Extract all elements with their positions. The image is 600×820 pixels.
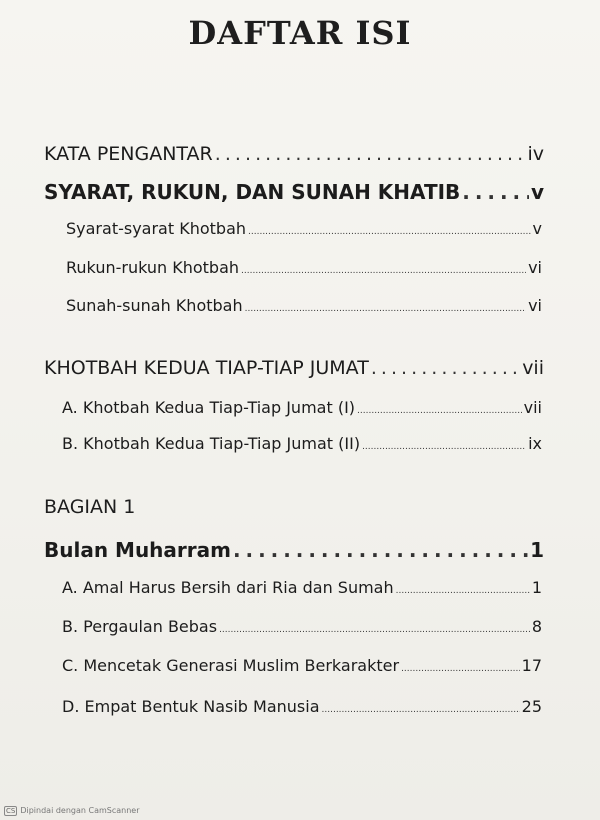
toc-entry[interactable] bbox=[44, 180, 544, 204]
toc-entry-page: 1 bbox=[530, 538, 544, 562]
dot-leader bbox=[362, 434, 526, 453]
toc-entry-label: B. Pergaulan Bebas bbox=[62, 617, 218, 636]
toc-entry-page: 17 bbox=[521, 656, 542, 675]
toc-entry-label: C. Mencetak Generasi Muslim Berkarakter bbox=[62, 656, 400, 675]
dot-leader bbox=[241, 258, 526, 277]
toc-entry-page: iv bbox=[527, 143, 544, 165]
section-heading: BAGIAN 1 bbox=[44, 496, 136, 518]
toc-entry[interactable] bbox=[44, 538, 544, 562]
toc-entry-page: v bbox=[530, 180, 544, 204]
toc-entry-page: 1 bbox=[531, 578, 542, 597]
toc-entry[interactable] bbox=[66, 258, 542, 277]
toc-entry-label: A. Khotbah Kedua Tiap-Tiap Jumat (I) bbox=[62, 398, 356, 417]
toc-entry-label: KATA PENGANTAR bbox=[44, 143, 213, 165]
toc-entry-page: v bbox=[532, 219, 542, 238]
toc-entry[interactable] bbox=[44, 143, 544, 165]
dot-leader bbox=[322, 697, 520, 716]
dot-leader bbox=[371, 357, 520, 379]
toc-entry-page: vii bbox=[523, 398, 542, 417]
toc-entry[interactable] bbox=[62, 398, 542, 417]
dot-leader bbox=[233, 538, 528, 562]
scanner-watermark bbox=[4, 806, 140, 816]
page-title: DAFTAR ISI bbox=[188, 14, 412, 52]
toc-entry[interactable] bbox=[66, 219, 542, 238]
toc-entry-label: Rukun-rukun Khotbah bbox=[66, 258, 240, 277]
toc-entry-page: 25 bbox=[521, 697, 542, 716]
toc-entry[interactable] bbox=[62, 617, 542, 636]
toc-entry-page: 8 bbox=[531, 617, 542, 636]
camscanner-icon: CS bbox=[6, 807, 16, 815]
dot-leader bbox=[462, 180, 529, 204]
toc-entry[interactable] bbox=[62, 578, 542, 597]
dot-leader bbox=[219, 617, 530, 636]
toc-entry-page: vii bbox=[522, 357, 544, 379]
dot-leader bbox=[215, 143, 526, 165]
scanner-watermark-text: Dipindai dengan CamScanner bbox=[20, 806, 140, 815]
toc-entry-label: Sunah-sunah Khotbah bbox=[66, 296, 243, 315]
toc-entry-page: vi bbox=[528, 296, 542, 315]
toc-entry-label: Bulan Muharram bbox=[44, 538, 231, 562]
toc-entry[interactable] bbox=[66, 296, 542, 315]
toc-entry-page: vi bbox=[528, 258, 542, 277]
toc-entry-label: A. Amal Harus Bersih dari Ria dan Sumah bbox=[62, 578, 394, 597]
dot-leader bbox=[245, 296, 526, 315]
toc-entry-label: D. Empat Bentuk Nasib Manusia bbox=[62, 697, 320, 716]
dot-leader bbox=[396, 578, 530, 597]
dot-leader bbox=[357, 398, 522, 417]
toc-entry-label: B. Khotbah Kedua Tiap-Tiap Jumat (II) bbox=[62, 434, 361, 453]
toc-entry[interactable] bbox=[44, 357, 544, 379]
dot-leader bbox=[401, 656, 520, 675]
toc-entry-label: Syarat-syarat Khotbah bbox=[66, 219, 247, 238]
dot-leader bbox=[248, 219, 531, 238]
toc-entry-label: KHOTBAH KEDUA TIAP-TIAP JUMAT bbox=[44, 357, 369, 379]
toc-entry[interactable] bbox=[62, 656, 542, 675]
toc-entry-label: SYARAT, RUKUN, DAN SUNAH KHATIB bbox=[44, 180, 461, 204]
toc-entry[interactable] bbox=[62, 434, 542, 453]
toc-entry-page: ix bbox=[528, 434, 542, 453]
toc-entry[interactable] bbox=[62, 697, 542, 716]
